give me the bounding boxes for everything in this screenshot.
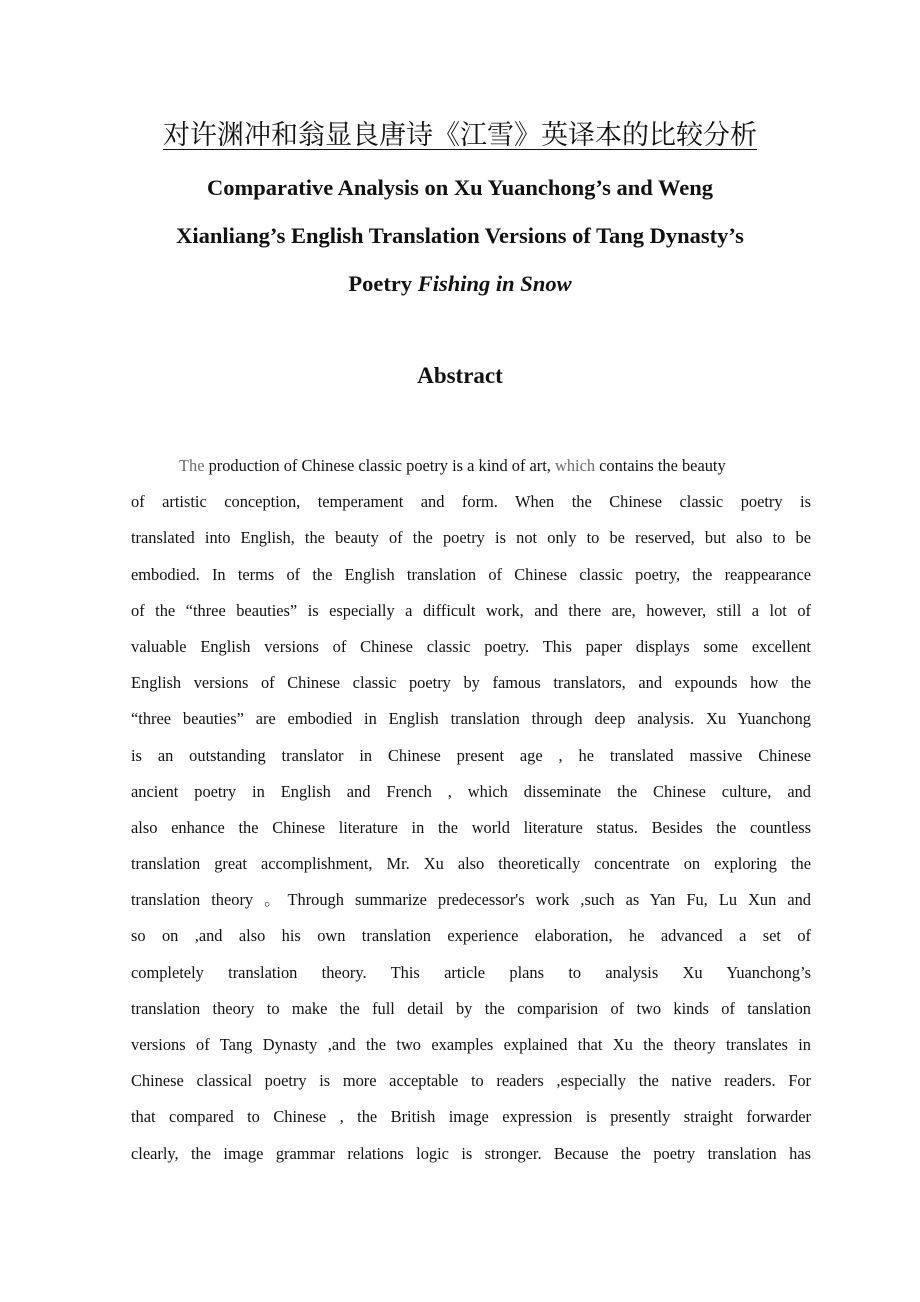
- english-title-poetry-prefix: Poetry: [348, 271, 418, 296]
- abstract-line: completely translation theory. This article plans to analysis Xu Yuanchong’s: [131, 962, 811, 982]
- abstract-line: that compared to Chinese , the British image expression is presently straight forwarder: [131, 1107, 811, 1127]
- abstract-first-mid: production of Chinese classic poetry is a kind of art,: [204, 456, 555, 475]
- abstract-line: Chinese classical poetry is more acceptable to readers ,especially the native readers. For: [131, 1071, 811, 1091]
- abstract-line: of the “three beauties” is especially a difficult work, and there are, however, still a lot of: [131, 600, 811, 620]
- poem-title-italic: Fishing in Snow: [417, 271, 572, 296]
- chinese-title: [0, 117, 920, 153]
- abstract-line: translation great accomplishment, Mr. Xu also theoretically concentrate on exploring the: [131, 854, 811, 874]
- chinese-title-text: 对许渊冲和翁显良唐诗《江雪》英译本的比较分析: [163, 120, 757, 150]
- abstract-line: translated into English, the beauty of the poetry is not only to be reserved, but also to be: [131, 528, 811, 548]
- abstract-line: embodied. In terms of the English translation of Chinese classic poetry, the reappearance: [131, 564, 811, 584]
- abstract-line: translation theory 。Through summarize predecessor's work ,such as Yan Fu, Lu Xun and: [131, 890, 811, 910]
- abstract-first-line: [131, 448, 811, 484]
- abstract-line: translation theory to make the full detail by the comparision of two kinds of tanslation: [131, 998, 811, 1018]
- english-title-line-2: Xianliang’s English Translation Versions of Tang Dynasty’s: [176, 223, 744, 248]
- abstract-line: clearly, the image grammar relations logic is stronger. Because the poetry translation has: [131, 1143, 811, 1163]
- abstract-line: also enhance the Chinese literature in the world literature status. Besides the countless: [131, 817, 811, 837]
- abstract-line: versions of Tang Dynasty ,and the two examples explained that Xu the theory translates in: [131, 1035, 811, 1054]
- english-title-line-3: [40, 260, 880, 308]
- abstract-line: so on ,and also his own translation experience elaboration, he advanced a set of: [131, 926, 811, 946]
- abstract-line: ancient poetry in English and French , which disseminate the Chinese culture, and: [131, 781, 811, 801]
- abstract-lines: [131, 484, 811, 1172]
- abstract-first-word: The: [179, 456, 205, 475]
- abstract-line: English versions of Chinese classic poetry by famous translators, and expounds how the: [131, 673, 811, 693]
- abstract-heading: Abstract: [417, 363, 503, 388]
- abstract-line: of artistic conception, temperament and form. When the Chinese classic poetry is: [131, 492, 811, 512]
- abstract-line: valuable English versions of Chinese classic poetry. This paper displays some excellent: [131, 636, 811, 656]
- abstract-which-word: which: [554, 456, 596, 475]
- abstract-line: is an outstanding translator in Chinese present age , he translated massive Chinese: [131, 745, 811, 765]
- english-title: [40, 164, 880, 308]
- abstract-first-end: contains the beauty: [595, 456, 726, 475]
- abstract-body: [131, 448, 811, 1172]
- english-title-line-1: Comparative Analysis on Xu Yuanchong’s and Weng: [207, 175, 713, 200]
- abstract-line: “three beauties” are embodied in English translation through deep analysis. Xu Yuanchong: [131, 709, 811, 729]
